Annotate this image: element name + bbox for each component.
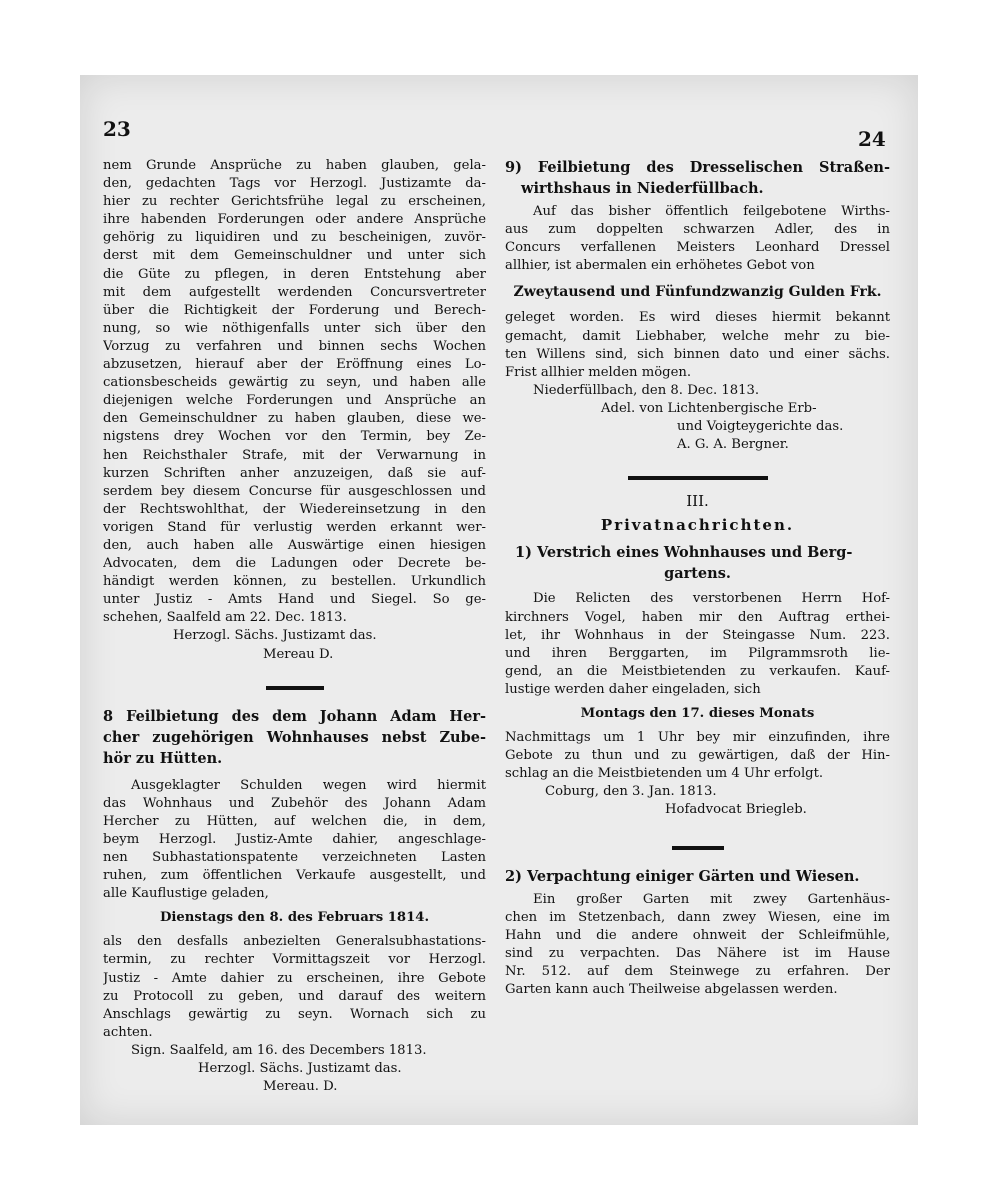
section-divider	[266, 686, 324, 690]
text-line: abzusetzen, hierauf aber der Eröffnung eines Lo-	[103, 357, 486, 373]
heading-line: wirthshaus in Niederfüllbach.	[521, 180, 764, 197]
text-line: kurzen Schriften anher anzuzeigen, daß sie auf-	[103, 465, 486, 481]
text-line: gend, an die Meistbietenden zu verkaufen. Kauf-	[505, 663, 890, 679]
text-line: let, ihr Wohnhaus in der Steingasse Num. 223.	[505, 627, 890, 643]
text-line: vorigen Stand für verlustig werden erkannt wer-	[103, 519, 486, 535]
notice-heading-8	[103, 706, 486, 769]
text-line: Ausgeklagter Schulden wegen wird hiermit	[131, 777, 486, 793]
text-line: hen Reichsthaler Strafe, mit der Verwarnung in	[103, 447, 486, 463]
text-line: Anschlags gewärtig zu seyn. Wornach sich zu	[103, 1006, 486, 1022]
place-date: Niederfüllbach, den 8. Dec. 1813.	[533, 382, 760, 398]
heading-line: 8 Feilbietung des dem Johann Adam Her-	[103, 707, 486, 725]
text-line: schehen, Saalfeld am 22. Dec. 1813.	[103, 610, 347, 626]
text-line: nem Grunde Ansprüche zu haben glauben, gela-	[103, 158, 486, 173]
text-line: mit dem aufgestellt werdenden Concursvertreter	[103, 284, 486, 300]
text-line: Auf das bisher öffentlich feilgebotene Wirths-	[533, 204, 890, 219]
text-line: beym Herzogl. Justiz-Amte dahier, angeschlage-	[103, 831, 486, 847]
text-line: serdem bey diesem Concurse für ausgeschlossen und	[103, 483, 486, 499]
text-line: termin, zu rechter Vormittagszeit vor Herzogl.	[103, 952, 486, 968]
text-line: Concurs verfallenen Meisters Leonhard Dressel	[505, 240, 890, 256]
text-line: Garten kann auch Theilweise abgelassen werden.	[505, 982, 838, 997]
text-line: Gebote zu thun und zu gewärtigen, daß der Hin-	[505, 748, 890, 764]
text-line: Die Relicten des verstorbenen Herrn Hof-	[533, 591, 890, 607]
text-line: den, auch haben alle Auswärtige einen hiesigen	[103, 537, 486, 553]
text-line: aus zum doppelten schwarzen Adler, des in	[505, 222, 890, 238]
text-line: über die Richtigkeit der Forderung und Berech-	[103, 302, 486, 318]
auction-date: Dienstags den 8. des Februars 1814.	[159, 910, 430, 926]
signature-line: Mereau. D.	[263, 1079, 338, 1095]
text-line: Nachmittags um 1 Uhr bey mir einzufinden, ihre	[505, 730, 890, 746]
text-line: Hercher zu Hütten, auf welchen die, in dem,	[103, 813, 486, 829]
notice-heading-2: 2) Verpachtung einiger Gärten und Wiesen.	[505, 867, 860, 885]
signature-line: Sign. Saalfeld, am 16. des Decembers 1813.	[131, 1042, 427, 1058]
section-numeral: III.	[686, 492, 709, 511]
text-line: Advocaten, dem die Ladungen oder Decrete be-	[103, 556, 486, 572]
notice-heading-9	[505, 157, 890, 199]
left-column	[103, 157, 486, 1096]
text-line: den Gemeinschuldner zu haben glauben, diese we-	[103, 411, 486, 427]
text-line: nen Subhastationspatente verzeichneten Lasten	[103, 850, 486, 865]
text-line: und ihren Berggarten, im Pilgrammsroth lie-	[505, 645, 890, 661]
text-line: Hahn und die andere ohnweit der Schleifmühle,	[505, 927, 890, 943]
text-line: händigt werden können, zu bestellen. Urkundlich	[103, 574, 486, 590]
heading-line: 9) Feilbietung des Dresselischen Straßen-	[505, 159, 890, 176]
notice-heading-1	[505, 542, 890, 584]
section-divider	[628, 476, 768, 480]
section-title: Privatnachrichten.	[600, 516, 795, 535]
text-line: ten Willens sind, sich binnen dato und einer sächs.	[505, 346, 890, 362]
left-paragraph-1	[103, 157, 486, 627]
signature-line: A. G. A. Bergner.	[677, 437, 789, 453]
text-line: die Güte zu pflegen, in deren Entstehung aber	[103, 266, 486, 282]
text-line: allhier, ist abermalen ein erhöhetes Gebot von	[505, 258, 815, 274]
signature-line: Mereau D.	[263, 646, 334, 662]
text-line: ruhen, zum öffentlichen Verkaufe ausgestellt, und	[103, 868, 486, 884]
right-paragraph-2	[505, 309, 890, 381]
page-number-left: 23	[103, 117, 131, 141]
text-line: diejenigen welche Forderungen und Ansprüche an	[103, 393, 486, 409]
offer-amount: Zweytausend und Fünfundzwanzig Gulden Frk.	[513, 284, 882, 301]
page-number-right: 24	[858, 127, 886, 151]
text-line: schlag an die Meistbietenden um 4 Uhr erfolgt.	[505, 766, 824, 782]
book-page	[80, 75, 918, 1125]
signature-line: Hofadvocat Briegleb.	[665, 802, 807, 818]
heading-line: cher zugehörigen Wohnhauses nebst Zube-	[103, 728, 486, 746]
text-line: lustige werden daher eingeladen, sich	[505, 681, 761, 697]
sale-date: Montags den 17. dieses Monats	[580, 705, 815, 721]
text-line: derst mit dem Gemeinschuldner und unter sich	[103, 248, 486, 264]
signature-line: und Voigteygerichte das.	[677, 419, 844, 435]
text-line: gehörig zu liquidiren und zu bescheinigen, zuvör-	[103, 230, 486, 246]
text-line: ihre habenden Forderungen oder andere Ansprüche	[103, 212, 486, 228]
heading-line: 1) Verstrich eines Wohnhauses und Berg-	[515, 544, 853, 562]
text-line: das Wohnhaus und Zubehör des Johann Adam	[103, 795, 486, 811]
text-line: der Rechtswohlthat, der Wiedereinsetzung in den	[103, 501, 486, 517]
text-line: Ein großer Garten mit zwey Gartenhäus-	[533, 891, 890, 907]
text-line: unter Justiz - Amts Hand und Siegel. So ge-	[103, 592, 486, 608]
text-line: achten.	[103, 1024, 153, 1040]
text-line: nung, so wie nöthigenfalls unter sich über den	[103, 320, 486, 336]
text-line: nigstens drey Wochen vor den Termin, bey Ze-	[103, 429, 486, 445]
text-line: alle Kauflustige geladen,	[103, 886, 269, 902]
text-line: Vorzug zu verfahren und binnen sechs Wochen	[103, 338, 486, 354]
heading-line: hör zu Hütten.	[103, 749, 223, 767]
right-paragraph-5	[505, 891, 890, 1000]
place-date: Coburg, den 3. Jan. 1813.	[545, 784, 717, 800]
text-line: sind zu verpachten. Das Nähere ist im Hause	[505, 945, 890, 961]
left-paragraph-2	[103, 777, 486, 904]
right-column	[505, 157, 890, 999]
right-paragraph-4	[505, 729, 890, 783]
signature-line: Adel. von Lichtenbergische Erb-	[601, 400, 817, 416]
left-paragraph-3	[103, 933, 486, 1042]
text-line: cationsbescheids gewärtig zu seyn, und haben alle	[103, 375, 486, 391]
text-line: Nr. 512. auf dem Steinwege zu erfahren. Der	[505, 963, 890, 979]
signature-line: Herzogl. Sächs. Justizamt das.	[198, 1061, 402, 1077]
text-line: als den desfalls anbezielten Generalsubhastations-	[103, 934, 486, 950]
text-line: gemacht, damit Liebhaber, welche mehr zu bie-	[505, 328, 890, 344]
text-line: Frist allhier melden mögen.	[505, 364, 692, 380]
text-line: den, gedachten Tags vor Herzogl. Justizamte da-	[103, 176, 486, 192]
text-line: kirchners Vogel, haben mir den Auftrag erthei-	[505, 609, 890, 625]
signature-line: Herzogl. Sächs. Justizamt das.	[173, 628, 377, 644]
right-paragraph-1	[505, 203, 890, 275]
heading-line: gartens.	[664, 565, 731, 583]
right-paragraph-3	[505, 590, 890, 699]
section-divider	[672, 846, 724, 850]
text-line: chen im Stetzenbach, dann zwey Wiesen, eine im	[505, 909, 890, 925]
text-line: geleget worden. Es wird dieses hiermit bekannt	[505, 310, 890, 326]
text-line: Justiz - Amte dahier zu erscheinen, ihre Gebote	[103, 970, 486, 986]
text-line: zu Protocoll zu geben, und darauf des weitern	[103, 988, 486, 1004]
text-line: hier zu rechter Gerichtsfrühe legal zu erscheinen,	[103, 194, 486, 210]
